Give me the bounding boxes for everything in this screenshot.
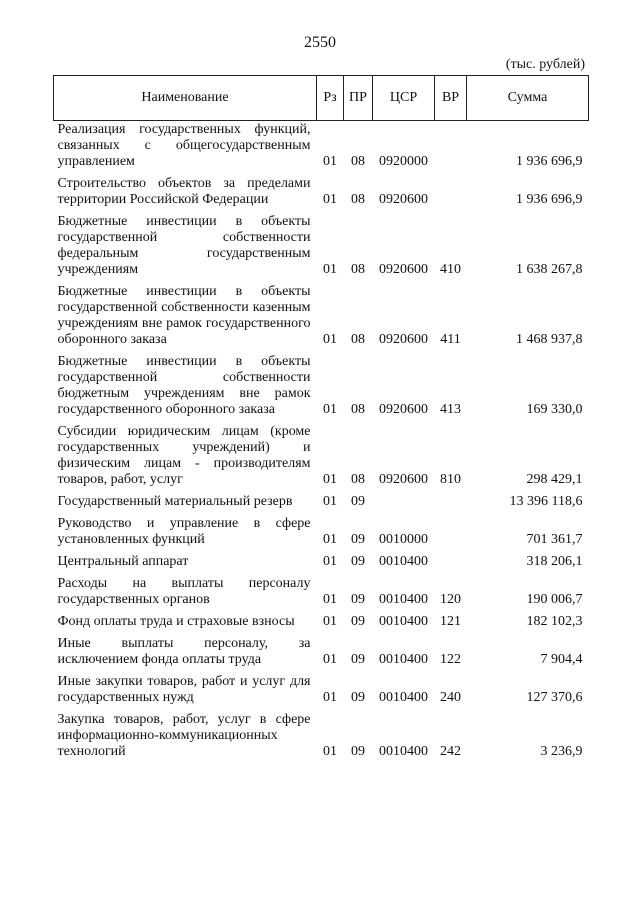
row-csr: 0010400: [379, 690, 428, 705]
row-pr: 09: [351, 592, 365, 607]
row-rz: 01: [323, 402, 337, 417]
row-sum: 182 102,3: [526, 614, 583, 629]
table-row: [54, 348, 589, 418]
row-vr: 413: [440, 402, 461, 417]
table-row: [54, 668, 589, 706]
row-pr: 08: [351, 472, 365, 487]
row-sum: 1 936 696,9: [516, 154, 583, 169]
table-row: [54, 510, 589, 548]
row-pr: 09: [351, 652, 365, 667]
row-csr: 0920600: [379, 192, 428, 207]
row-sum: 1 468 937,8: [516, 332, 583, 347]
row-rz: 01: [323, 332, 337, 347]
row-pr: 09: [351, 614, 365, 629]
row-vr: [435, 121, 467, 171]
row-sum: 169 330,0: [526, 402, 583, 417]
row-csr: 0010000: [379, 532, 428, 547]
table-row: [54, 608, 589, 630]
row-name: Закупка товаров, работ, услуг в сфере информационно-коммуникационных технологий: [57, 712, 311, 759]
row-vr: [435, 170, 467, 208]
row-sum: 701 361,7: [526, 532, 583, 547]
row-name: Фонд оплаты труда и страховые взносы: [57, 614, 295, 629]
row-sum: 1 936 696,9: [516, 192, 583, 207]
table-row: [54, 418, 589, 488]
row-sum: 298 429,1: [526, 472, 583, 487]
header-pr: ПР: [344, 76, 373, 121]
row-pr: 09: [351, 744, 365, 759]
row-pr: 08: [351, 192, 365, 207]
row-pr: 08: [351, 402, 365, 417]
row-rz: 01: [323, 554, 337, 569]
row-rz: 01: [323, 690, 337, 705]
row-vr: 411: [440, 332, 461, 347]
row-name: Центральный аппарат: [57, 554, 189, 569]
row-vr: [435, 510, 467, 548]
budget-table: [53, 75, 589, 760]
row-csr: 0920600: [379, 472, 428, 487]
row-sum: 318 206,1: [526, 554, 583, 569]
row-name: Бюджетные инвестиции в объекты государственной собственности казенным учреждениям вне рамок государственного оборонного заказа: [57, 284, 311, 347]
row-rz: 01: [323, 614, 337, 629]
row-vr: [435, 488, 467, 510]
row-pr: 08: [351, 332, 365, 347]
row-csr: [373, 488, 435, 510]
row-rz: 01: [323, 494, 337, 509]
row-name: Иные выплаты персоналу, за исключением фонда оплаты труда: [57, 636, 311, 667]
row-pr: 08: [351, 154, 365, 169]
table-row: [54, 208, 589, 278]
header-sum: Сумма: [467, 76, 589, 121]
row-vr: 810: [440, 472, 461, 487]
row-rz: 01: [323, 652, 337, 667]
row-name: Расходы на выплаты персоналу государственных органов: [57, 576, 311, 607]
row-sum: 3 236,9: [540, 744, 583, 759]
row-vr: 122: [440, 652, 461, 667]
row-pr: 09: [351, 532, 365, 547]
row-csr: 0010400: [379, 592, 428, 607]
row-name: Руководство и управление в сфере установленных функций: [57, 516, 311, 547]
row-csr: 0010400: [379, 744, 428, 759]
row-sum: 13 396 118,6: [509, 494, 583, 509]
row-vr: 410: [440, 262, 461, 277]
row-name: Реализация государственных функций, связанных с общегосударственным управлением: [57, 122, 311, 169]
row-vr: 240: [440, 690, 461, 705]
row-sum: 7 904,4: [540, 652, 583, 667]
row-rz: 01: [323, 744, 337, 759]
row-csr: 0010400: [379, 554, 428, 569]
row-csr: 0920600: [379, 402, 428, 417]
row-rz: 01: [323, 472, 337, 487]
table-row: [54, 630, 589, 668]
row-csr: 0010400: [379, 614, 428, 629]
table-row: [54, 170, 589, 208]
header-rz: Рз: [317, 76, 344, 121]
row-csr: 0920600: [379, 332, 428, 347]
header-vr: ВР: [435, 76, 467, 121]
row-name: Бюджетные инвестиции в объекты государственной собственности бюджетным учреждениям вне рамок государственного оборонного заказа: [57, 354, 311, 417]
row-pr: 09: [351, 690, 365, 705]
table-row: [54, 278, 589, 348]
table-row: [54, 121, 589, 171]
row-name: Субсидии юридическим лицам (кроме государственных учреждений) и физическим лицам - производителям товаров, работ, услуг: [57, 424, 311, 487]
row-vr: 242: [440, 744, 461, 759]
header-name: Наименование: [54, 76, 317, 121]
row-csr: 0920000: [379, 154, 428, 169]
row-rz: 01: [323, 192, 337, 207]
units-label: (тыс. рублей): [505, 57, 585, 72]
row-name: Бюджетные инвестиции в объекты государственной собственности федеральным государственным учреждениям: [57, 214, 311, 277]
row-csr: 0010400: [379, 652, 428, 667]
page-number: 2550: [304, 34, 336, 51]
row-pr: 08: [351, 262, 365, 277]
row-name: Строительство объектов за пределами территории Российской Федерации: [57, 176, 311, 207]
table-header-row: [54, 76, 589, 121]
table-row: [54, 548, 589, 570]
table-row: [54, 706, 589, 760]
row-csr: 0920600: [379, 262, 428, 277]
row-rz: 01: [323, 532, 337, 547]
row-vr: [435, 548, 467, 570]
row-sum: 190 006,7: [526, 592, 583, 607]
row-rz: 01: [323, 154, 337, 169]
row-rz: 01: [323, 262, 337, 277]
table-row: [54, 488, 589, 510]
row-name: Государственный материальный резерв: [57, 494, 293, 509]
row-vr: 121: [440, 614, 461, 629]
row-rz: 01: [323, 592, 337, 607]
row-pr: 09: [351, 554, 365, 569]
table-row: [54, 570, 589, 608]
row-vr: 120: [440, 592, 461, 607]
row-pr: 09: [351, 494, 365, 509]
row-sum: 127 370,6: [526, 690, 583, 705]
header-csr: ЦСР: [373, 76, 435, 121]
row-name: Иные закупки товаров, работ и услуг для государственных нужд: [57, 674, 311, 705]
row-sum: 1 638 267,8: [516, 262, 583, 277]
